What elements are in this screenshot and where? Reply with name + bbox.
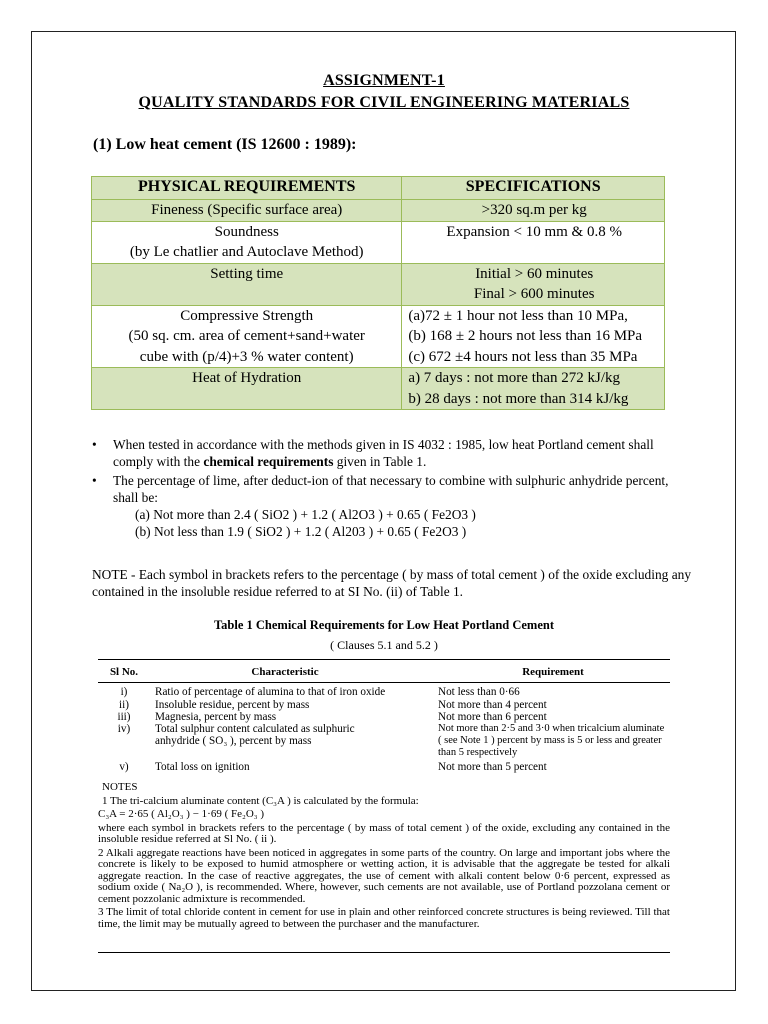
row-characteristic: Magnesia, percent by mass <box>155 711 277 723</box>
req-line: cube with (p/4)+3 % water content) <box>139 348 354 365</box>
spec-line: (a)72 ± 1 hour not less than 10 MPa, <box>408 307 628 324</box>
bullet-text: given in Table 1. <box>333 454 427 469</box>
section-heading: (1) Low heat cement (IS 12600 : 1989): <box>93 136 357 153</box>
table1-caption: Table 1 Chemical Requirements for Low Heat Portland Cement <box>213 618 554 632</box>
formula: C₃A = 2·65 ( Al₂O₃ ) − 1·69 ( Fe₂O₃ ) <box>98 808 265 820</box>
spec-line: Initial > 60 minutes <box>475 265 594 282</box>
spec-line: (b) 168 ± 2 hours not less than 16 MPa <box>408 328 643 344</box>
table-row <box>98 723 670 761</box>
row-characteristic: Total loss on ignition <box>155 761 250 773</box>
col-header-requirement: Requirement <box>522 666 584 678</box>
assignment-title: ASSIGNMENT-1 <box>323 72 445 89</box>
table-header-row <box>98 666 670 682</box>
row-characteristic: Total sulphur content calculated as sulphuric anhydride ( SO₃ ), percent by mass <box>155 723 355 747</box>
row-no: i) <box>120 686 128 698</box>
table-notes <box>98 782 670 932</box>
col-header-slno: Sl No. <box>109 666 139 678</box>
table-top-rule <box>98 659 670 660</box>
req-line: Heat of Hydration <box>192 370 302 386</box>
bullet-bold-text: chemical requirements <box>203 454 334 469</box>
table-row <box>92 305 665 368</box>
table-row <box>98 699 670 711</box>
list-item <box>92 472 692 540</box>
row-requirement: Not more than 5 percent <box>438 761 547 773</box>
note-2: 2 Alkali aggregate reactions have been noticed in aggregates in some parts of the country. On large and important jobs where the concrete is likely to be exposed to humid atmosphere or wetting action, it is advisable that the aggregate be tested for alkali aggregate reaction. In the case of reactive aggregates, the use of cement with alkali content below 0·6 percent, expressed as sodium oxide ( Na₂O ), is recommended. Where, however, such cements are not available, use of Portland pozzolana cement or cement pozzolanic admixture is recommended. <box>98 846 670 905</box>
formula-line: (b) Not less than 1.9 ( SiO2 ) + 1.2 ( Al203 ) + 0.65 ( Fe2O3 ) <box>135 524 467 539</box>
notes-title: NOTES <box>102 781 138 793</box>
bullet-text: The percentage of lime, after deduct-ion of that necessary to combine with sulphuric anhydride percent, shall be: <box>113 473 669 505</box>
row-no: iii) <box>117 711 131 723</box>
req-line: Compressive Strength <box>180 307 314 324</box>
subject-title: QUALITY STANDARDS FOR CIVIL ENGINEERING MATERIALS <box>138 94 630 111</box>
table-row <box>98 711 670 723</box>
physical-requirements-table <box>91 176 665 410</box>
col-header-characteristic: Characteristic <box>251 666 319 678</box>
table-row <box>92 368 665 410</box>
row-no: v) <box>119 761 129 773</box>
header-specifications: SPECIFICATIONS <box>402 177 665 200</box>
note-1: 1 The tri-calcium aluminate content (C₃A ) is calculated by the formula: <box>102 794 419 807</box>
req-line: (by Le chatlier and Autoclave Method) <box>129 244 364 260</box>
spec-line: Final > 600 minutes <box>473 286 595 302</box>
table-row <box>98 686 670 699</box>
row-characteristic: Ratio of percentage of alumina to that of iron oxide <box>155 686 386 698</box>
table-row <box>92 221 665 263</box>
bullet-text: When tested in accordance with the methods given in IS 4032 : 1985, low heat Portland cement shall comply with the <box>113 437 654 469</box>
table-row <box>92 200 665 222</box>
row-requirement: Not more than 4 percent <box>438 699 547 711</box>
note-paragraph: NOTE - Each symbol in brackets refers to the percentage ( by mass of total cement ) of the oxide excluding any contained in the insoluble residue referred to at SI No. (ii) of Table 1. <box>92 567 692 599</box>
row-requirement: Not more than 6 percent <box>438 711 547 723</box>
table-bottom-rule <box>98 952 670 953</box>
row-no: iv) <box>117 723 131 735</box>
row-characteristic: Insoluble residue, percent by mass <box>155 699 310 711</box>
req-line: Setting time <box>210 265 284 282</box>
header-physical-requirements: PHYSICAL REQUIREMENTS <box>92 177 402 200</box>
list-item <box>92 436 692 470</box>
spec-line: Expansion < 10 mm & 0.8 % <box>446 223 622 240</box>
table-row <box>92 263 665 305</box>
req-line: (50 sq. cm. area of cement+sand+water <box>128 328 365 344</box>
spec-line: (c) 672 ±4 hours not less than 35 MPa <box>408 348 638 365</box>
row-requirement: Not more than 2·5 and 3·0 when tricalcium aluminate ( see Note 1 ) percent by mass is 5 or less and greater than 5 respectively <box>438 723 665 758</box>
table1-clauses: ( Clauses 5.1 and 5.2 ) <box>330 638 438 652</box>
spec-line: >320 sq.m per kg <box>481 202 587 218</box>
chemical-requirements-table <box>98 666 670 773</box>
req-line: Fineness (Specific surface area) <box>151 202 343 218</box>
row-requirement: Not less than 0·66 <box>438 686 520 698</box>
req-line: Soundness <box>214 223 279 240</box>
table-row <box>98 761 670 773</box>
note-3: 3 The limit of total chloride content in cement for use in plain and other reinforced concrete structures is being reviewed. Till that time, the limit may be mutually agreed to between the purchaser and the manufacturer. <box>98 906 670 930</box>
row-no: ii) <box>119 699 129 711</box>
spec-line: a) 7 days : not more than 272 kJ/kg <box>408 370 621 386</box>
bullet-list <box>92 436 692 542</box>
formula-line: (a) Not more than 2.4 ( SiO2 ) + 1.2 ( Al2O3 ) + 0.65 ( Fe2O3 ) <box>135 507 476 522</box>
note-1-continued: where each symbol in brackets refers to the percentage ( by mass of total cement ) of the oxide, excluding any contained in the insoluble residue referred at Sl No. ( ii ). <box>98 821 670 845</box>
spec-line: b) 28 days : not more than 314 kJ/kg <box>408 390 629 407</box>
